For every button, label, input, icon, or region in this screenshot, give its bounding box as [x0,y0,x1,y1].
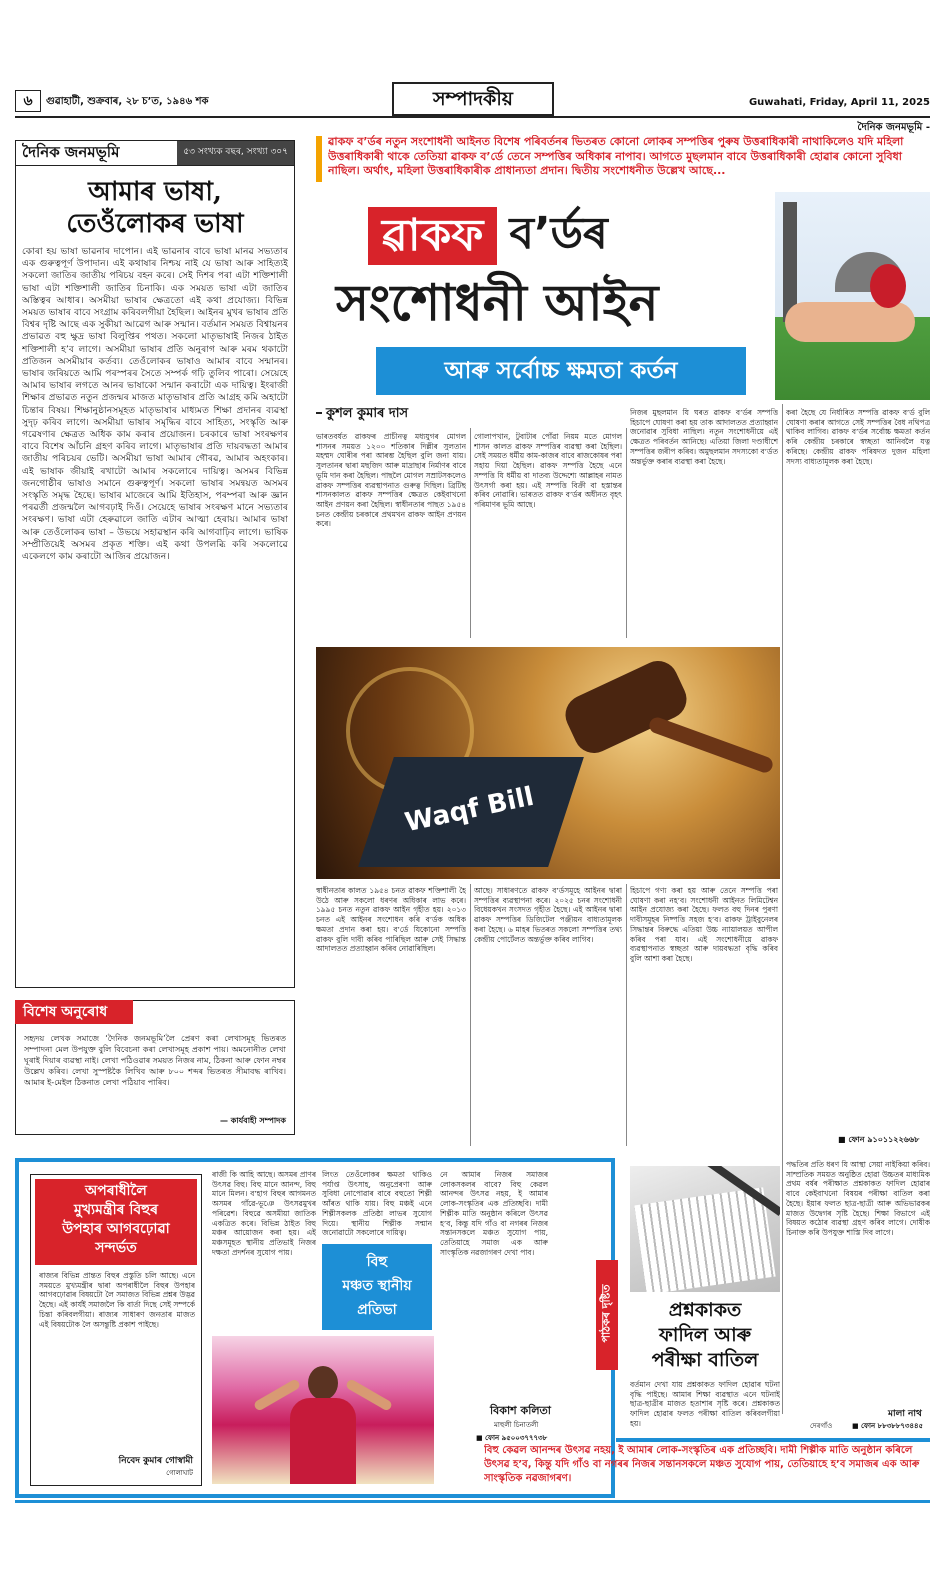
headline-line1 [368,202,608,270]
bihu-mini-title-box [322,1244,432,1330]
header-date-right: Guwahati, Friday, April 11, 2025 [748,97,930,108]
col-divider [470,428,471,638]
lead-intro-bar [316,136,322,182]
lead-intro: ৱাকফ ব’ৰ্ডৰ নতুন সংশোধনী আইনত বিশেষ পৰিবৰ্তনৰ ভিতৰত কোনো লোকৰ সম্পত্তিৰ পুৰুষ উত্তৰাধিকাৰী নাথাকিলেও যদি মহিলা উত্তৰাধিকাৰী থাকে তেতিয়া ৱাকফ ব’ৰ্ডে তেনে সম্পত্তিৰ অধিকাৰ নাপাব। আগতে মুছলমান বাবে উত্তৰাধিকাৰী হোৱাৰ কোনো সুবিধা নাছিল। অৰ্থাৎ, মহিলা উত্তৰাধিকাৰীক প্ৰাধান্যতা প্ৰদান। দ্বিতীয় সংশোধনীত উল্লেখ আছে... [328,135,904,177]
bihu-side-body: ৰাজ্যৰ বিভিন্ন প্ৰান্তত বিহুৰ প্ৰস্তুতি চলি আছে। এনে সময়তে মুখ্যমন্ত্ৰীৰ দ্বাৰা অপৰাধীলৈ বিহুৰ উপহাৰ আগবঢ়োৱাৰ বিষয়টো লৈ সমাজত বিভিন্ন প্ৰশ্নৰ উদ্ভৱ হৈছে। এই কাৰ্যই সমাজলৈ কি বাৰ্তা দিছে সেই সম্পৰ্কে চিন্তা কৰিবলগীয়া। ৰাজ্যৰ সাধাৰণ জনতাৰ মাজত এই বিষয়টোক লৈ অসন্তুষ্টি প্ৰকাশ পাইছে। [39,1271,195,1329]
bihu-mini-title-l3: প্ৰতিভা [357,1302,397,1318]
page-number-box [15,90,41,112]
lead-body-col2: গোলাপখান, টুবাটাৰ পোঁৱা নিয়ম মতে মোগল শাসন কালত ৱাকফ সম্পত্তিৰ ব্যৱস্থা কৰা হৈছিল। সেই সময়ত ধৰ্মীয় কাম-কাজৰ বাবে ৰাজকোষৰ পৰা সহায় দিয়া হৈছিল। ৱাকফ সম্পত্তি হৈছে এনে সম্পত্তি যি ধৰ্মীয় বা দাতব্য উদ্দেশ্যে আল্লাহৰ নামত উৎসৰ্গা কৰা হয়। এই সম্পত্তি বিক্ৰী বা হস্তান্তৰ কৰিব নোৱাৰি। ভাৰতত ৱাকফ ব’ৰ্ডৰ অধীনত বৃহৎ পৰিমাণৰ ভূমি আছে। [474,432,622,509]
headline-line2: সংশোধনী আইন [336,274,659,332]
request-box-title: বিশেষ অনুৰোধ [15,1000,133,1024]
bihu-col3-author: বিকাশ কলিতা [490,1404,551,1417]
section-title-box [392,82,554,116]
dancer-head [308,1366,338,1400]
money-bag-icon [870,264,906,308]
headline-line1-rest: ব’ৰ্ডৰ [509,207,608,259]
headline-subhead: আৰু সৰ্বোচ্চ ক্ষমতা কৰ্তন [444,358,678,384]
exam-title-l3: পৰীক্ষা বাতিল [651,1349,759,1371]
masthead-paper-name: দৈনিক জনমভূমি [22,143,120,161]
headline-subhead-box [376,347,746,395]
bihu-side-title-l2: মুখ্যমন্ত্ৰীৰ বিহুৰ [74,1202,158,1218]
bihu-side-title-l4: সন্দৰ্ভত [95,1240,137,1256]
header-date-left: গুৱাহাটী, শুক্ৰবাৰ, ২৮ চ’ত, ১৯৪৬ শক [46,96,209,107]
header-rule [15,116,930,118]
editorial-title [15,176,295,240]
masthead-volume: ৫৩ সংখ্যক বছৰ, সংখ্যা ৩০৭ [177,141,294,165]
lead-body-col1: ভাৰতবৰ্ষত ৱাকফৰ প্ৰাচীনত্ব মধ্যযুগৰ মোগল শাসনৰ সময়ত ১২০০ শতিকাৰ দিল্লীৰ সুলতান মহম্মদ ঘোৰীৰ পৰা আৰম্ভ হৈছিল বুলি জনা যায়। সুলতানৰ দ্বাৰা মছজিদ আৰু মাদ্ৰাছাৰ নিৰ্মাণৰ বাবে ভূমি দান কৰা হৈছিল। পাছলৈ মোগল সম্ৰাটসকলেও ৱাকফ সম্পত্তিৰ ব্যৱস্থাপনাত গুৰুত্ব দিছিল। ব্ৰিটিছ শাসনকালত ৱাকফ সম্পত্তিৰ ক্ষেত্ৰত কেইবাখনো আইন প্ৰণয়ন কৰা হৈছিল। স্বাধীনতাৰ পাছত ১৯৫৪ চনত কেন্দ্ৰীয় চৰকাৰে প্ৰথমখন ৱাকফ আইন প্ৰণয়ন কৰে। [316,432,466,529]
lead-body-col6: আছে। সাধাৰণতে ৱাকফ ব’ৰ্ডসমূহে আইনৰ দ্বাৰা সম্পত্তিৰ ব্যৱস্থাপনা কৰে। ২০২৫ চনৰ সংশোধনী বিধেয়কখন সংসদত গৃহীত হৈছে। এই আইনৰ দ্বাৰা ৱাকফ সম্পত্তিৰ ডিজিটেল পঞ্জীয়ন বাধ্যতামূলক কৰা হৈছে। ৬ মাহৰ ভিতৰত সকলো সম্পত্তিৰ তথ্য কেন্দ্ৰীয় পোৰ্টেলত অন্তৰ্ভুক্ত কৰিব লাগিব। [474,886,622,944]
bihu-col3-phone: ■ ফোন ৯৫০০৩৭৭৭৩৮ [476,1434,548,1442]
exam-body: বৰ্তমান দেখা যায় প্ৰশ্নকাকত ফাদিল হোৱাৰ ঘটনা বৃদ্ধি পাইছে। আমাৰ শিক্ষা ব্যৱস্থাত এনে ঘটনাই ছাত্ৰ-ছাত্ৰীৰ মাজত হতাশাৰ সৃষ্টি কৰে। প্ৰশ্নকাকত ফাদিল হোৱাৰ ফলত পৰীক্ষা বাতিল কৰিবলগীয়া হয়। [630,1380,780,1428]
exam-title-l1: প্ৰশ্নকাকত [668,1299,742,1321]
byline: কুশল কুমাৰ দাস [322,404,412,425]
bihu-mini-title-l2: মঞ্চত স্থানীয় [342,1278,412,1294]
author-contact: ■ ফোন ৯১০১১২২৬৬৮ [838,1135,920,1144]
exam-place: দেৰগাঁও [810,1422,833,1430]
lead-body-col7: হিচাপে গণ্য কৰা হয় আৰু তেনে সম্পত্তি পৰা ঘোষণা কৰা নহ’ব। সংশোধনী আইনত লিমিটেশ্বন আইন প্ৰযোজ্য কৰা হৈছে। ফলত বহু দিনৰ পুৰণা দাবীসমূহৰ নিষ্পত্তি সহজ হ’ব। ৱাকফ ট্ৰাইবুনেলৰ সিদ্ধান্তৰ বিৰুদ্ধে এতিয়া উচ্চ ন্যায়ালয়ত আপীল কৰিব পৰা যাব। এই সংশোধনীয়ে ৱাকফ ব্যৱস্থাপনাত স্বচ্ছতা আৰু দায়বদ্ধতা বৃদ্ধি কৰিব বুলি আশা কৰা হৈছে। [630,886,778,963]
bihu-mini-title-l1: বিহু [366,1254,388,1270]
lead-body-col5: স্বাধীনতাৰ কালত ১৯৫৪ চনত ৱাকফ শক্তিশালী হৈ উঠে আৰু সকলো ধৰণৰ অধিকাৰ লাভ কৰে। ১৯৯৫ চনত নতুন ৱাকফ আইন গৃহীত হয়। ২০১৩ চনত এই আইনৰ সংশোধন কৰি ব’ৰ্ডক অধিক ক্ষমতা প্ৰদান কৰা হয়। ব’ৰ্ডে যিকোনো সম্পত্তি ৱাকফ বুলি দাবী কৰিব পাৰিছিল আৰু সেই সিদ্ধান্ত আদালতত প্ৰত্যাহ্বান কৰিব নোৱাৰিছিল। [316,886,466,954]
bihu-side-box [30,1174,202,1486]
exam-title [630,1298,780,1373]
vertical-tag: পাঠকৰ দৃষ্টিত [599,1284,613,1343]
exam-author: মালা নাথ [888,1409,922,1419]
col-divider [626,428,627,638]
bottom-rule [15,1500,930,1503]
image-tag: Waqf Bill [402,781,537,839]
lead-body-col3: নিজৰ মুছলমান যি ঘৰত ৱাকফ ব’ৰ্ডৰ সম্পত্তি হিচাপে ঘোষণা কৰা হয় তাক আদালতত প্ৰত্যাহ্বান জনোৱাৰ সুবিধা নাছিল। নতুন সংশোধনীয়ে এই ক্ষেত্ৰত পৰিবৰ্তন আনিছে। এতিয়া জিলা দণ্ডাধীশে সম্পত্তিৰ জৰীপ কৰিব। অমুছলমান সদস্যকো ব’ৰ্ডত অন্তৰ্ভুক্ত কৰাৰ ব্যৱস্থা কৰা হৈছে। [630,408,778,466]
waqf-illustration [775,192,930,400]
page-number: ৬ [23,93,33,109]
lead-body-col4: কৰা হৈছে যে নিৰ্ধাৰিত সম্পত্তি ৱাকফ ব’ৰ্ড বুলি ঘোষণা কৰাৰ আগতে সেই সম্পত্তিৰ বৈধ নথিপত্ৰ থাকিব লাগিব। ৱাকফ ব’ৰ্ডৰ সৰ্বোচ্চ ক্ষমতা কৰ্তন কৰি কেন্দ্ৰীয় চৰকাৰে স্বচ্ছতা আনিবলৈ যত্ন কৰিছে। কেন্দ্ৰীয় ৱাকফ পৰিষদত দুজন মহিলা সদস্য বাধ্যতামূলক কৰা হৈছে। [786,408,930,466]
exam-sheet-photo [630,1166,780,1292]
bihu-col2: লিংত তেওঁলোকৰ ক্ষমতা থাকিও পৰ্যাপ্ত উৎসাহ, অনুপ্ৰেৰণা আৰু সুবিধা নোপোৱাৰ বাবে বহুতো শিল্পী আঁৰত থাকি যায়। বিহু মঞ্চই এনে শিল্পীসকলক প্ৰতিষ্ঠা লাভৰ সুযোগ দিয়ে। স্থানীয় শিল্পীক সন্মান জনোৱাটো সকলোৰে দায়িত্ব। [322,1170,432,1238]
col-divider [626,884,627,1146]
gavel-photo [316,647,780,879]
request-box [15,1000,295,1135]
bihu-side-title-l3: উপহাৰ আগবঢ়োৱা [62,1221,170,1237]
bihu-col3-place: মাহুলী চিনাতলী [494,1421,539,1429]
gavel-head-shape [559,654,693,759]
exam-phone: ■ ফোন ৮৮৩৮৮৭৩৪৪৫ [852,1422,924,1430]
dancer-body [290,1398,356,1484]
editorial-title-line2: তেওঁলোকৰ ভাষা [66,209,244,239]
gavel-handle-shape [647,715,775,774]
bottom-quote-bar [616,1438,930,1442]
bihu-col1: ৰাজী কি আহি আছে। অসমৰ প্ৰাণৰ উৎসৱ বিহু। বিহু মানে আনন্দ, বিহু মানে মিলন। ব’হাগ বিহুৰ আগমনত অসমৰ গাঁৱে-ভূঞে উৎসৱমুখৰ পৰিৱেশ। বিহুৱে অসমীয়া জাতিক একত্ৰিত কৰে। বিভিন্ন ঠাইত বিহু মঞ্চৰ আয়োজন কৰা হয়। এই মঞ্চসমূহত স্থানীয় প্ৰতিভাই নিজৰ দক্ষতা প্ৰদৰ্শনৰ সুযোগ পায়। [212,1170,316,1257]
col-divider [782,404,783,1414]
request-box-signature: — কাৰ্যবাহী সম্পাদক [219,1116,286,1125]
editorial-title-line1: আমাৰ ভাষা, [88,177,222,207]
bihu-col3: নে আমাৰ নিজৰ সমাজৰ লোকসকলৰ বাবে? বিহু কেৱল আনন্দৰ উৎসৱ নহয়, ই আমাৰ লোক-সংস্কৃতিৰ এক প্ৰতিচ্ছবি। দামী শিল্পীক মাতি অনুষ্ঠান কৰিলে উৎসৱ হ’ব, কিন্তু যদি গাঁও বা নগৰৰ নিজৰ সন্তানসকলে মঞ্চত সুযোগ পায়, তেতিয়াহে সমাজ এক আৰু সাংস্কৃতিক নৱজাগৰণ দেখা পাব। [440,1170,548,1257]
bottom-quote: বিহু কেৱল আনন্দৰ উৎসৱ নহয়, ই আমাৰ লোক-সংস্কৃতিৰ এক প্ৰতিচ্ছবি। দামী শিল্পীক মাতি অনুষ্ঠান কৰিলে উৎসৱ হ’ব, কিন্তু যদি গাঁও বা নগৰৰ নিজৰ সন্তানসকলে মঞ্চত সুযোগ পায়, তেতিয়াহে হ’ব সমাজৰ এক আৰু সাংস্কৃতিক নৱজাগৰণ। [484,1445,920,1484]
editorial-body: কোৰা হয় ভাষা ভাৱনাৰ দাপোন। এই ভাৱনাৰ বাবে ভাষা মানৱ সভ্যতাৰ এক গুৰুত্বপূৰ্ণ উপাদান। এই কথাষাৰ নিশ্চয় নাই যে ভাষা আৰু সাহিত্যই সকলো জাতিৰ জাতীয় পৰিচয় বহন কৰে। সেই দিশৰ পৰা এটা শক্তিশালী ভাষা এটা শক্তিশালী জাতিৰ চিনাকি। এক সময়ত ভাষা এটা জাতিৰ অস্তিত্বৰ আধাৰ। অসমীয়া ভাষাৰ ক্ষেত্ৰতো এই কথা প্ৰযোজ্য। বিভিন্ন সময়ত ভাষাৰ বাবে সংগ্ৰাম কৰিবলগীয়া হৈছিল। আইনৰ মুখৰ ভাষাৰ প্ৰতি বিশ্বৰ দৃষ্টি আছে এক সুকীয়া আৱেগ আৰু সন্মান। বৰ্তমান সময়ত বিশ্বায়নৰ প্ৰভাৱত বহু ক্ষুদ্ৰ ভাষা বিলুপ্তিৰ পথত। সকলো মাতৃভাষাই নিজৰ ঠাইত শক্তিশালী হ’ব লাগে। অসমীয়া ভাষাৰ প্ৰতি অনুৰাগ আৰু মৰম থকাটো প্ৰতিজন অসমীয়াৰ কৰ্তব্য। তেওঁলোকৰ ভাষাও আমাৰ বাবে সন্মানৰ। ভাষাৰ জৰিয়তে আমি পৰস্পৰৰ সৈতে সম্পৰ্ক গঢ়ি তুলিব পাৰো। সেয়েহে আমাৰ ভাষাৰ লগতে আনৰ ভাষাকো সন্মান কৰাটো এক দায়িত্ব। ইংৰাজী শিক্ষাৰ প্ৰভাৱত নতুন প্ৰজন্মৰ মাজত মাতৃভাষাৰ প্ৰতি আগ্ৰহ কমি অহাটো চিন্তাৰ বিষয়। শিক্ষানুষ্ঠানসমূহত মাতৃভাষাৰ মাধ্যমত শিক্ষা প্ৰদানৰ ব্যৱস্থা সুদৃঢ় কৰিব লাগে। অসমীয়া ভাষাৰ সমৃদ্ধিৰ বাবে সাহিত্য, সংস্কৃতি আৰু গৱেষণাৰ ক্ষেত্ৰত অধিক কাম কৰাৰ প্ৰয়োজন। চৰকাৰে ভাষা সংৰক্ষণৰ বাবে বিশেষ আঁচনি গ্ৰহণ কৰিব লাগে। মাতৃভাষাৰ প্ৰতি দায়বদ্ধতা আমাৰ জাতীয় পৰিচয়ৰ ভেটি। অসমীয়া ভাষা আমাৰ গৌৰৱ, আমাৰ অহংকাৰ। এই ভাষাক জীয়াই ৰখাটো আমাৰ সকলোৰে দায়িত্ব। অসমৰ বিভিন্ন জনগোষ্ঠীৰ ভাষাও সমানে গুৰুত্বপূৰ্ণ। সকলো ভাষাৰ সমন্বয়ত অসমৰ সংস্কৃতি সমৃদ্ধ হৈছে। ভাষাৰ মাজেৰে আমি ইতিহাস, পৰম্পৰা আৰু জ্ঞান পৰৱৰ্তী প্ৰজন্মলৈ আগবঢ়াই দিওঁ। সেয়েহে ভাষাৰ সংৰক্ষণ মানে সভ্যতাৰ সংৰক্ষণ। ভাষা এটা হেৰুৱালে জাতি এটাৰ আত্মা হেৰায়। আমাৰ ভাষা আৰু তেওঁলোকৰ ভাষা – উভয়ে সহাৱস্থান কৰি আগবাঢ়িব লাগে। ভাষিক সম্প্ৰীতিয়েই অসমৰ প্ৰকৃত শক্তি। এই কথা উপলব্ধি কৰি সকলোৱে একেলগে কাম কৰাটো আজিৰ প্ৰয়োজন। [22,246,288,563]
bihu-side-title-box [35,1179,197,1265]
masthead [15,140,295,166]
exam-col2: পদ্ধতিৰ প্ৰতি ধৰণ যি আস্থা সেয়া নাইকিয়া কৰিব। সাম্প্ৰতিক সময়ত অনুষ্ঠিত হোৱা উচ্চতৰ মাধ্যমিক প্ৰথম বৰ্ষৰ পৰীক্ষাত প্ৰশ্নকাকত ফাদিল হোৱাৰ বাবে কেইবাখনো বিষয়ৰ পৰীক্ষা বাতিল কৰা হৈছে। ইয়াৰ ফলত ছাত্ৰ-ছাত্ৰী আৰু অভিভাৱকৰ মাজত উদ্বেগৰ সৃষ্টি হৈছে। শিক্ষা বিভাগে এই বিষয়ত কঠোৰ ব্যৱস্থা গ্ৰহণ কৰিব লাগে। দোষীক চিনাক্ত কৰি উপযুক্ত শাস্তি দিব লাগে। [786,1160,930,1237]
bihu-side-place: গোলাঘাট [166,1469,193,1477]
headline-red-word: ৱাকফ [368,207,497,265]
bihu-dancer-photo [212,1336,434,1484]
omr-sheet-shape [634,1187,775,1292]
bihu-side-title-l1: অপৰাধীলৈ [85,1183,147,1199]
request-box-body: সহৃদয় লেখক সমাজে ‘দৈনিক জনমভূমি’লৈ প্ৰেৰণ কৰা লেখাসমূহ ভিতৰত সম্পাদনা মেল উপযুক্ত বুলি বিবেচনা কৰা লেখাসমূহ প্ৰকাশ পায়। অমনোনীত লেখা ঘূৰাই দিয়াৰ ব্যৱস্থা নাই। লেখা পঠিওৱাৰ সময়ত নিজৰ নাম, ঠিকনা আৰু ফোন নম্বৰ উল্লেখ কৰিব। লেখা সুস্পষ্টকৈ লিখিব আৰু ৮০০ শব্দৰ ভিতৰত সীমাবদ্ধ ৰাখিব। আমাৰ ই-মেইল ঠিকনাত লেখা পঠিয়াব পাৰিব। [24,1034,286,1087]
vertical-tag-box [596,1260,618,1370]
col-divider [470,884,471,1146]
section-title: সম্পাদকীয় [433,88,513,110]
exam-title-l2: ফাদিল আৰু [658,1324,752,1346]
hand-shape [785,302,915,342]
header-brand-right: দৈনিক জনমভূমি - [857,122,930,133]
bihu-side-author: নিবেদ কুমাৰ গোস্বামী [118,1456,193,1466]
